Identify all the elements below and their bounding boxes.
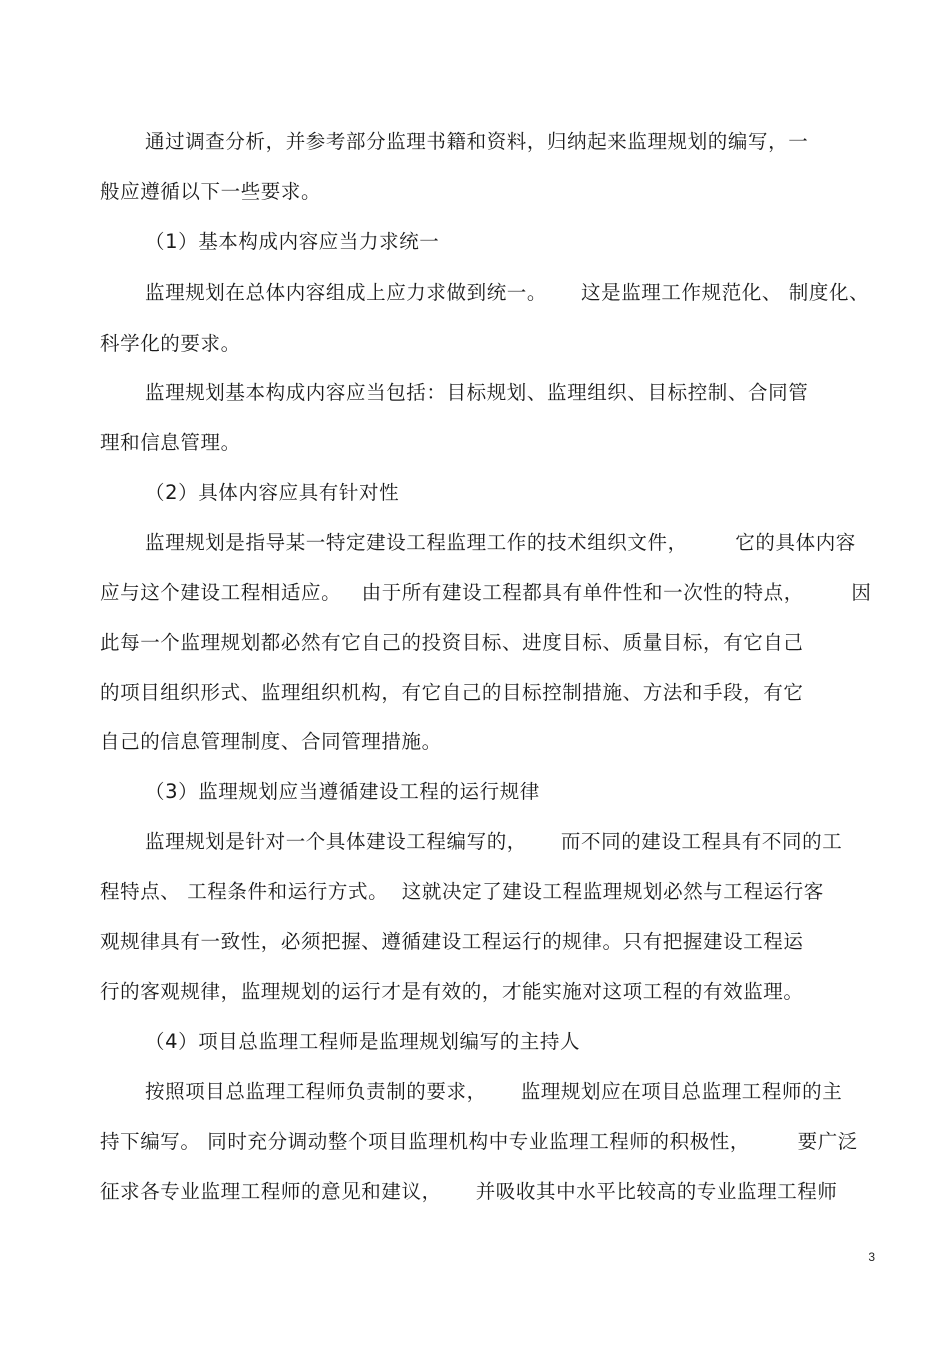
paragraph-line: 程特点、 工程条件和运行方式。 这就决定了建设工程监理规划必然与工程运行客 <box>100 880 824 903</box>
paragraph-line: 按照项目总监理工程师负责制的要求， 监理规划应在项目总监理工程师的主 <box>145 1080 843 1103</box>
paragraph-line: 持下编写。 同时充分调动整个项目监理机构中专业监理工程师的积极性， 要广泛 <box>100 1130 858 1153</box>
paragraph-line: 观规律具有一致性，必须把握、遵循建设工程运行的规律。只有把握建设工程运 <box>100 930 804 953</box>
paragraph-line: 理和信息管理。 <box>100 431 241 454</box>
paragraph-line: 通过调查分析，并参考部分监理书籍和资料，归纳起来监理规划的编写，一 <box>145 130 809 153</box>
paragraph-line: 行的客观规律，监理规划的运行才是有效的，才能实施对这项工程的有效监理。 <box>100 980 804 1003</box>
paragraph-line: 般应遵循以下一些要求。 <box>100 180 322 203</box>
section-heading: （3）监理规划应当遵循建设工程的运行规律 <box>145 780 540 803</box>
paragraph-line: 应与这个建设工程相适应。 由于所有建设工程都具有单件性和一次性的特点， 因 <box>100 581 872 604</box>
section-heading: （1）基本构成内容应当力求统一 <box>145 230 440 253</box>
paragraph-line: 监理规划在总体内容组成上应力求做到统一。 这是监理工作规范化、 制度化、 <box>145 281 870 304</box>
paragraph-line: 征求各专业监理工程师的意见和建议， 并吸收其中水平比较高的专业监理工程师 <box>100 1180 838 1203</box>
paragraph-line: 监理规划是指导某一特定建设工程监理工作的技术组织文件， 它的具体内容 <box>145 531 856 554</box>
paragraph-line: 此每一个监理规划都必然有它自己的投资目标、进度目标、质量目标，有它自己 <box>100 631 804 654</box>
paragraph-line: 的项目组织形式、监理组织机构，有它自己的目标控制措施、方法和手段，有它 <box>100 681 804 704</box>
paragraph-line: 监理规划是针对一个具体建设工程编写的， 而不同的建设工程具有不同的工 <box>145 830 843 853</box>
paragraph-line: 科学化的要求。 <box>100 332 241 355</box>
section-heading: （2）具体内容应具有针对性 <box>145 481 400 504</box>
paragraph-line: 监理规划基本构成内容应当包括：目标规划、监理组织、目标控制、合同管 <box>145 381 809 404</box>
page-number: 3 <box>868 1250 875 1264</box>
paragraph-line: 自己的信息管理制度、合同管理措施。 <box>100 730 442 753</box>
section-heading: （4）项目总监理工程师是监理规划编写的主持人 <box>145 1030 581 1053</box>
